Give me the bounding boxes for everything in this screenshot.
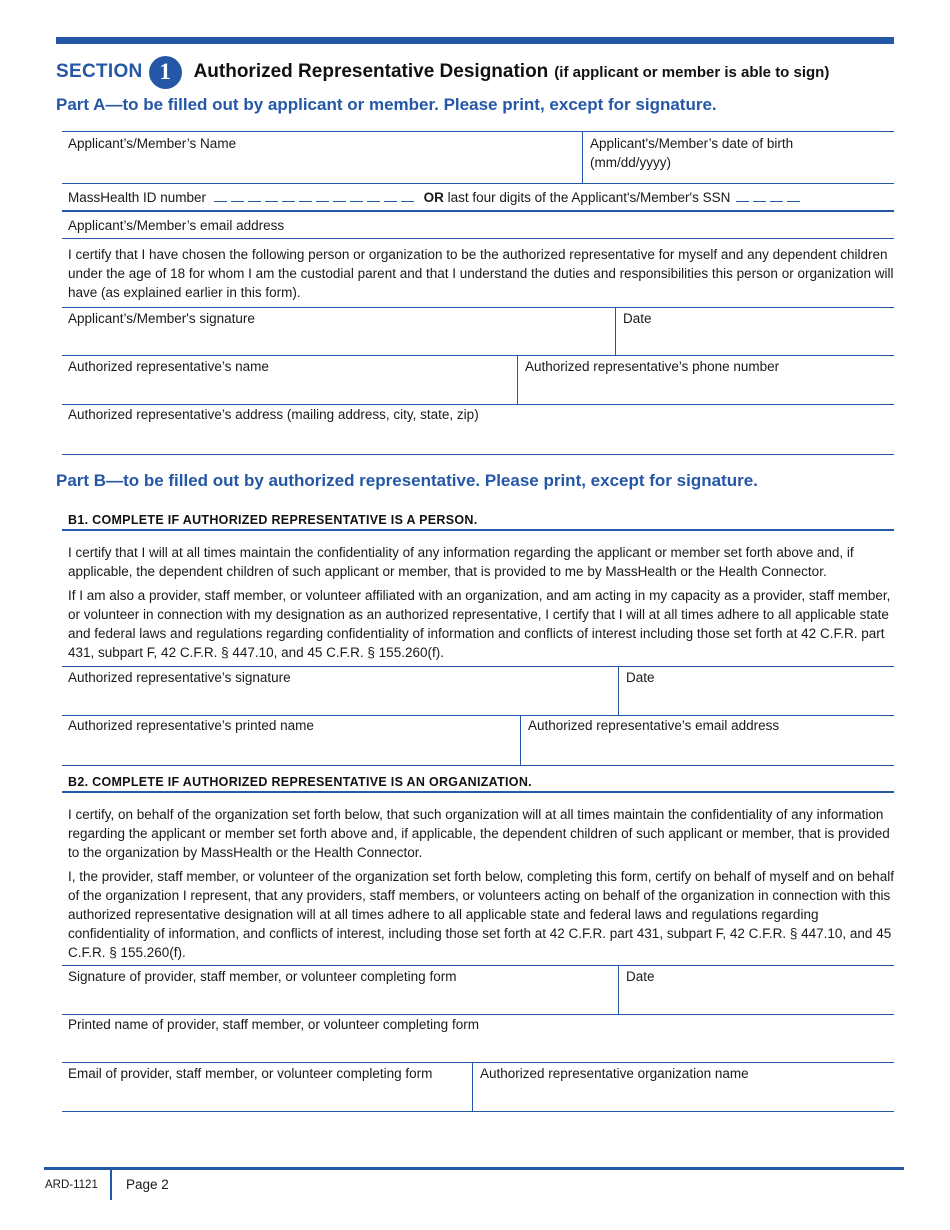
b2-org-name-field[interactable]: Authorized representative organization name [480, 1066, 749, 1081]
b2-printed-name-field[interactable]: Printed name of provider, staff member, or volunteer completing form [68, 1017, 479, 1032]
rep-address-field[interactable]: Authorized representative’s address (mailing address, city, state, zip) [68, 407, 479, 422]
section-title: Authorized Representative Designation [193, 61, 549, 82]
divider [618, 666, 619, 715]
b1-paragraph-2: If I am also a provider, staff member, or volunteer affiliated with an organization, and am acting in my capacity as a provider, staff member, or volunteer in connection with my designation as an authorized representative, I certify that I will at all times adhere to all applicable state and federal laws and regulations regarding confidentiality of information and conflicts of interest including those set forth at 42 C.F.R. part 431, subpart F, 42 C.F.R. § 447.10, and 45 C.F.R. § 155.260(f). [68, 588, 891, 660]
divider [62, 965, 894, 966]
section-header [56, 56, 896, 88]
divider [62, 307, 894, 308]
page-indicator [126, 1177, 169, 1192]
divider [62, 791, 894, 793]
dob-label-line1: Applicant's/Member’s date of birth [590, 136, 794, 151]
dob-label-line2: (mm/dd/yyyy) [590, 155, 671, 170]
part-b-heading: Part B—to be filled out by authorized representative. Please print, except for signature. [56, 471, 758, 490]
divider [582, 131, 583, 183]
masshealth-id-row [68, 188, 804, 207]
divider [62, 183, 894, 184]
or-word: OR [423, 190, 444, 205]
divider [62, 238, 894, 239]
applicant-date-field[interactable]: Date [623, 311, 652, 326]
masshealth-id-input[interactable] [214, 190, 422, 205]
divider [62, 1111, 894, 1112]
divider [615, 307, 616, 355]
applicant-name-field[interactable]: Applicant’s/Member’s Name [68, 136, 237, 151]
b2-email-field[interactable]: Email of provider, staff member, or volunteer completing form [68, 1066, 433, 1081]
footer-bar [44, 1167, 904, 1170]
divider [62, 529, 894, 531]
b1-email-field[interactable]: Authorized representative’s email address [528, 718, 780, 733]
masshealth-id-label: MassHealth ID number [68, 190, 207, 205]
divider [62, 355, 894, 356]
page-number: 2 [161, 1177, 169, 1192]
part-a-heading: Part A—to be filled out by applicant or member. Please print, except for signature. [56, 95, 717, 114]
divider [517, 355, 518, 404]
divider [618, 965, 619, 1014]
applicant-dob-field[interactable] [590, 134, 793, 172]
b2-paragraph-1: I certify, on behalf of the organization set forth below, that such organization will at all times maintain the confidentiality of any information regarding the applicant or member set forth above and, if applicable, the dependent children of such applicant or member, that is provided to the organization by MassHealth or the Health Connector. [68, 807, 890, 860]
top-accent-bar [56, 37, 894, 44]
applicant-email-field[interactable]: Applicant’s/Member’s email address [68, 218, 285, 233]
b2-paragraphs [68, 805, 896, 962]
b2-signature-field[interactable]: Signature of provider, staff member, or volunteer completing form [68, 969, 457, 984]
section-number-badge: 1 [149, 56, 182, 89]
b2-heading: B2. COMPLETE IF AUTHORIZED REPRESENTATIVE IS AN ORGANIZATION. [68, 775, 532, 789]
section-subtitle: (if applicant or member is able to sign) [554, 63, 830, 81]
divider [62, 1062, 894, 1063]
b1-date-field[interactable]: Date [626, 670, 655, 685]
rep-phone-field[interactable]: Authorized representative’s phone number [525, 359, 780, 374]
divider [62, 454, 894, 455]
rep-name-field[interactable]: Authorized representative’s name [68, 359, 269, 374]
divider [62, 131, 894, 132]
b1-heading: B1. COMPLETE IF AUTHORIZED REPRESENTATIVE IS A PERSON. [68, 513, 478, 527]
ssn-label: last four digits of the Applicant's/Member's SSN [447, 190, 731, 205]
b2-paragraph-2: I, the provider, staff member, or volunteer of the organization set forth below, completing this form, certify on behalf of myself and on behalf of the organization I represent, that any providers, staff members, or volunteers acting on behalf of the organization in connection with this authorized representative designation will at all times adhere to all applicable state and federal laws and regulations regarding confidentiality of information, and conflicts of interest, including those set forth at 42 C.F.R. part 431, subpart F, 42 C.F.R. § 447.10, and 45 C.F.R. § 155.260(f). [68, 869, 894, 960]
divider [62, 666, 894, 667]
divider [520, 715, 521, 765]
divider [472, 1062, 473, 1111]
b1-printed-name-field[interactable]: Authorized representative’s printed name [68, 718, 314, 733]
section-word: SECTION [56, 61, 143, 82]
divider [62, 210, 894, 212]
b1-paragraphs [68, 543, 896, 662]
footer-divider [110, 1170, 112, 1200]
b1-paragraph-1: I certify that I will at all times maintain the confidentiality of any information regarding the applicant or member set forth above and, if applicable, the dependent children of such applicant or member, that is provided to me by MassHealth or the Health Connector. [68, 545, 854, 579]
page-label: Page [126, 1177, 158, 1192]
divider [62, 765, 894, 766]
form-code: ARD-1121 [45, 1179, 98, 1191]
certify-paragraph: I certify that I have chosen the following person or organization to be the authorized representative for myself and any dependent children under the age of 18 for whom I am the custodial parent and that I understand the duties and responsibilities this person or organization will have (as explained earlier in this form). [68, 247, 894, 300]
applicant-signature-field[interactable]: Applicant’s/Member's signature [68, 311, 255, 326]
b2-date-field[interactable]: Date [626, 969, 655, 984]
ssn-input[interactable] [736, 190, 804, 205]
b1-signature-field[interactable]: Authorized representative’s signature [68, 670, 291, 685]
